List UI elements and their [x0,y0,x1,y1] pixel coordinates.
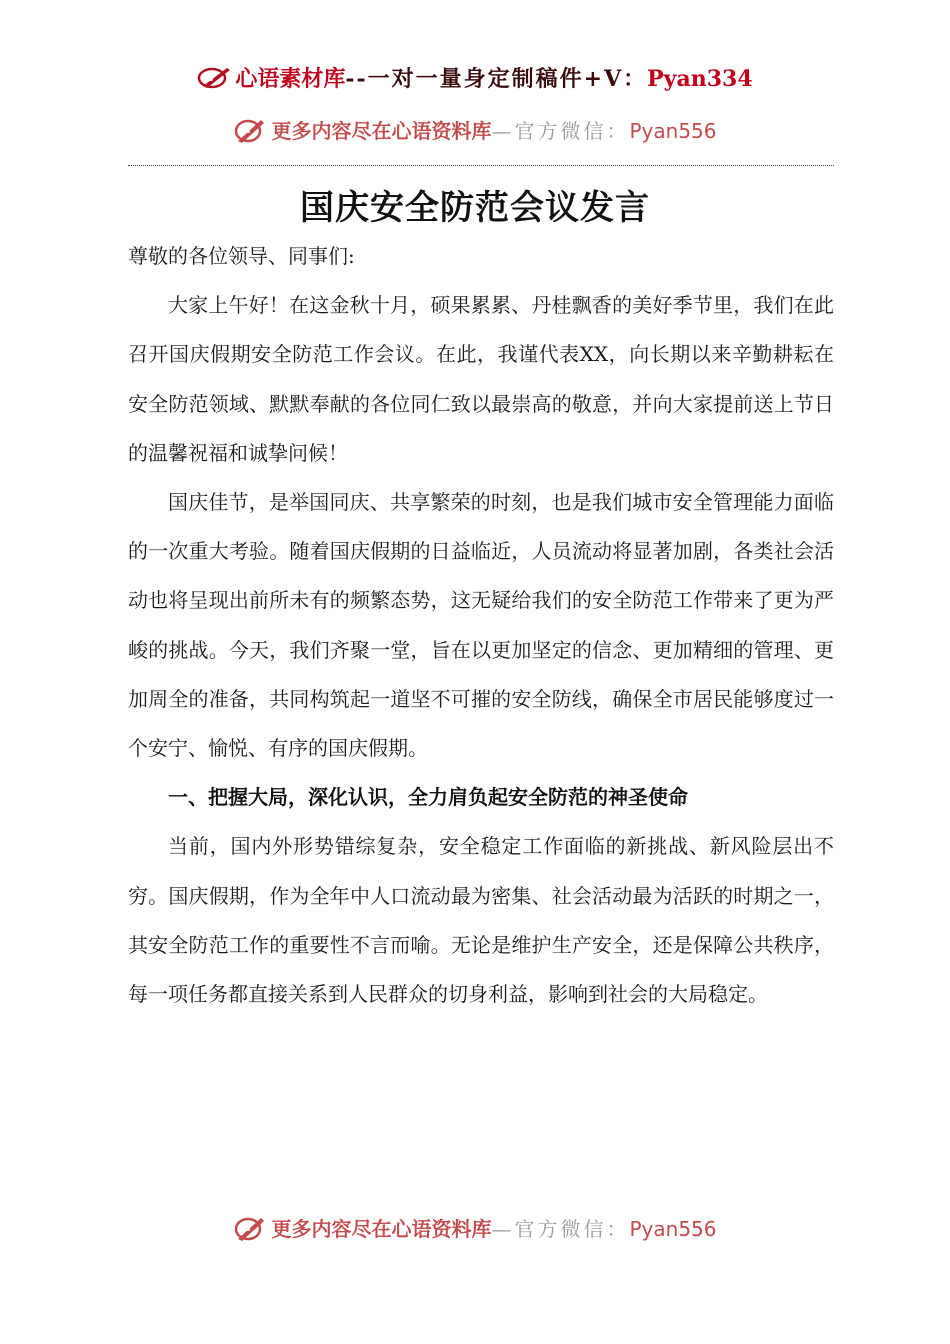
section-heading: 一、把握大局，深化认识，全力肩负起安全防范的神圣使命 [168,785,688,810]
paragraph: 当前，国内外形势错综复杂，安全稳定工作面临的新挑战、新风险层出不穷。国庆假期，作为全年中人口流动最为密集、社会活动最为活跃的时期之一，其安全防范工作的重要性不言而喻。无论是维护生产安全，还是保障公共秩序，每一项任务都直接关系到人民群众的切身利益，影响到社会的大局稳定。 [128,834,834,1007]
pen-logo-icon [233,1213,267,1248]
header-brand: 心语素材库 [235,66,346,92]
paragraph: 大家上午好！在这金秋十月，硕果累累、丹桂飘香的美好季节里，我们在此召开国庆假期安全防范工作会议。在此，我谨代表XX，向长期以来辛勤耕耘在安全防范领域、默默奉献的各位同仁致以最崇高的敬意，并向大家提前送上节日的温馨祝福和诚挚问候！ [128,293,834,465]
slogan-wechat-id: Pyan556 [629,119,717,143]
footer-wechat-id: Pyan556 [629,1217,717,1241]
header-divider [128,165,834,166]
salutation: 尊敬的各位领导、同事们: [128,244,355,268]
footer-slogan [0,1213,950,1248]
pen-logo-icon [197,64,233,96]
slogan-dash: —官方微信： [491,119,630,143]
footer-slogan-main: 更多内容尽在心语资料库 [271,1217,492,1241]
header-tagline: --一对一量身定制稿件+V： [345,66,648,92]
document-title: 国庆安全防范会议发言 [300,188,650,228]
document-body [128,232,834,1019]
paragraph: 国庆佳节，是举国同庆、共享繁荣的时刻，也是我们城市安全管理能力面临的一次重大考验。随着国庆假期的日益临近，人员流动将显著加剧，各类社会活动也将呈现出前所未有的频繁态势，这无疑给我们的安全防范工作带来了更为严峻的挑战。今天，我们齐聚一堂，旨在以更加坚定的信念、更加精细的管理、更加周全的准备，共同构筑起一道坚不可摧的安全防线，确保全市居民能够度过一个安宁、愉悦、有序的国庆假期。 [128,490,834,761]
header-contact-id: Pyan334 [647,66,753,92]
header-banner [0,62,950,96]
footer-slogan-dash: —官方微信： [491,1217,630,1241]
pen-logo-icon [233,115,267,150]
header-slogan [0,115,950,150]
slogan-main: 更多内容尽在心语资料库 [271,119,492,143]
